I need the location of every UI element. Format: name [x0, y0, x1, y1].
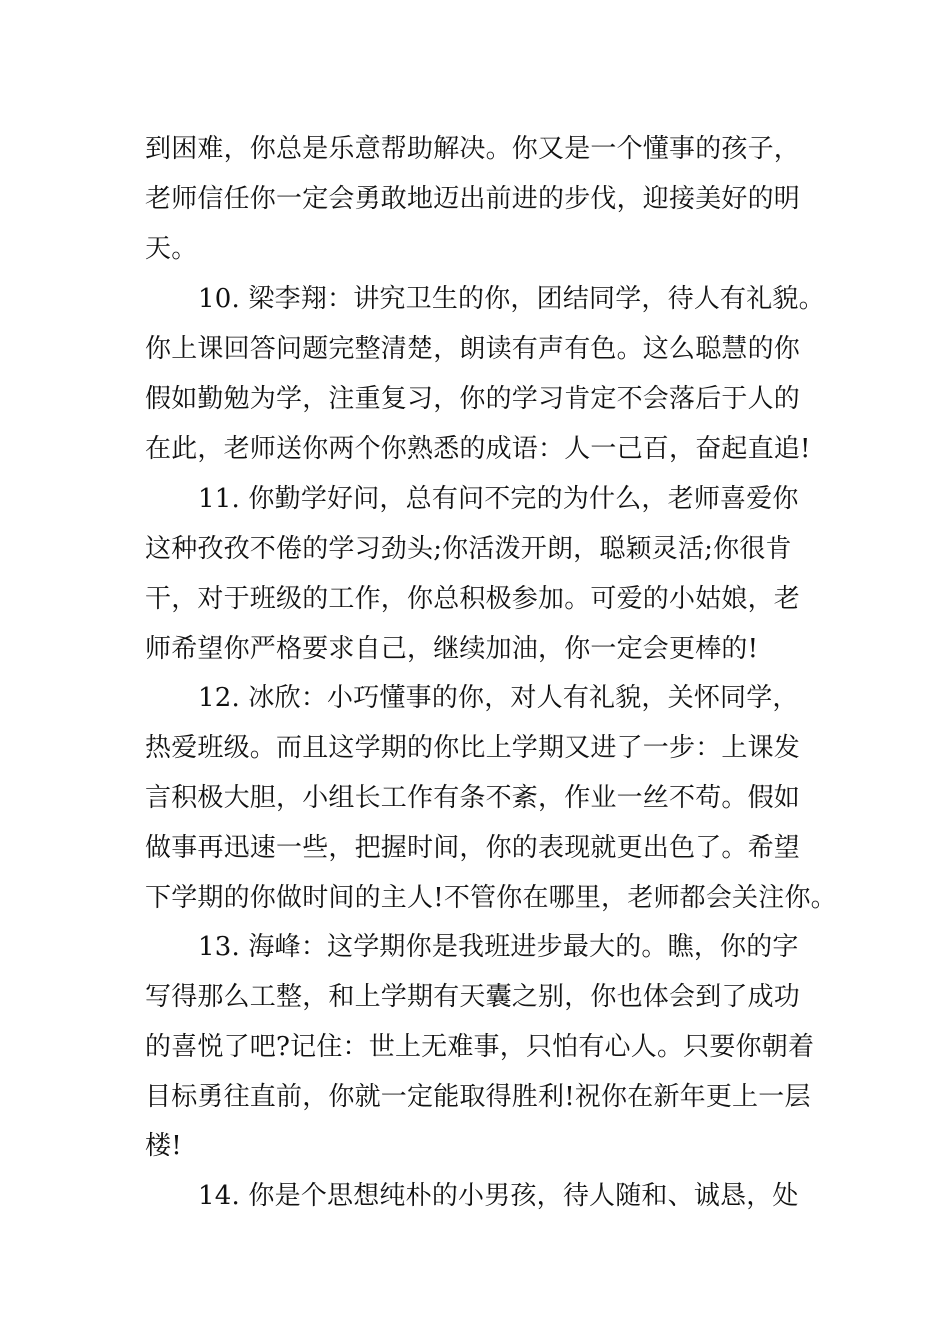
- paragraph-13-start: 13. 海峰：这学期你是我班进步最大的。瞧，你的字: [198, 932, 799, 962]
- text-line: 师希望你严格要求自己，继续加油，你一定会更棒的!: [145, 634, 759, 664]
- text-line: 写得那么工整，和上学期有天囊之别，你也体会到了成功: [145, 982, 801, 1012]
- text-line: 干，对于班级的工作，你总积极参加。可爱的小姑娘，老: [145, 584, 801, 614]
- text-line: 天。: [145, 234, 198, 264]
- text-line: 的喜悦了吧?记住：世上无难事，只怕有心人。只要你朝着: [145, 1032, 815, 1062]
- text-line: 下学期的你做时间的主人!不管你在哪里，老师都会关注你。: [145, 883, 837, 913]
- text-line: 做事再迅速一些，把握时间，你的表现就更出色了。希望: [145, 833, 801, 863]
- text-line: 这种孜孜不倦的学习劲头;你活泼开朗，聪颖灵活;你很肯: [145, 534, 792, 564]
- text-line: 老师信任你一定会勇敢地迈出前进的步伐，迎接美好的明: [145, 184, 801, 214]
- text-line: 假如勤勉为学，注重复习，你的学习肯定不会落后于人的: [145, 384, 801, 414]
- text-line: 言积极大胆，小组长工作有条不紊，作业一丝不苟。假如: [145, 783, 801, 813]
- paragraph-12-start: 12. 冰欣：小巧懂事的你，对人有礼貌，关怀同学，: [198, 683, 799, 713]
- text-line: 热爱班级。而且这学期的你比上学期又进了一步：上课发: [145, 733, 801, 763]
- paragraph-11-start: 11. 你勤学好问，总有问不完的为什么，老师喜爱你: [198, 484, 799, 514]
- text-line: 到困难，你总是乐意帮助解决。你又是一个懂事的孩子，: [145, 134, 801, 164]
- paragraph-14-start: 14. 你是个思想纯朴的小男孩，待人随和、诚恳，处: [198, 1181, 799, 1211]
- text-line: 楼!: [145, 1131, 182, 1161]
- text-line: 在此，老师送你两个你熟悉的成语：人一己百，奋起直追!: [145, 434, 811, 464]
- text-line: 目标勇往直前，你就一定能取得胜利!祝你在新年更上一层: [145, 1082, 811, 1112]
- text-line: 你上课回答问题完整清楚，朗读有声有色。这么聪慧的你: [145, 334, 801, 364]
- paragraph-10-start: 10. 梁李翔：讲究卫生的你，团结同学，待人有礼貌。: [198, 284, 825, 314]
